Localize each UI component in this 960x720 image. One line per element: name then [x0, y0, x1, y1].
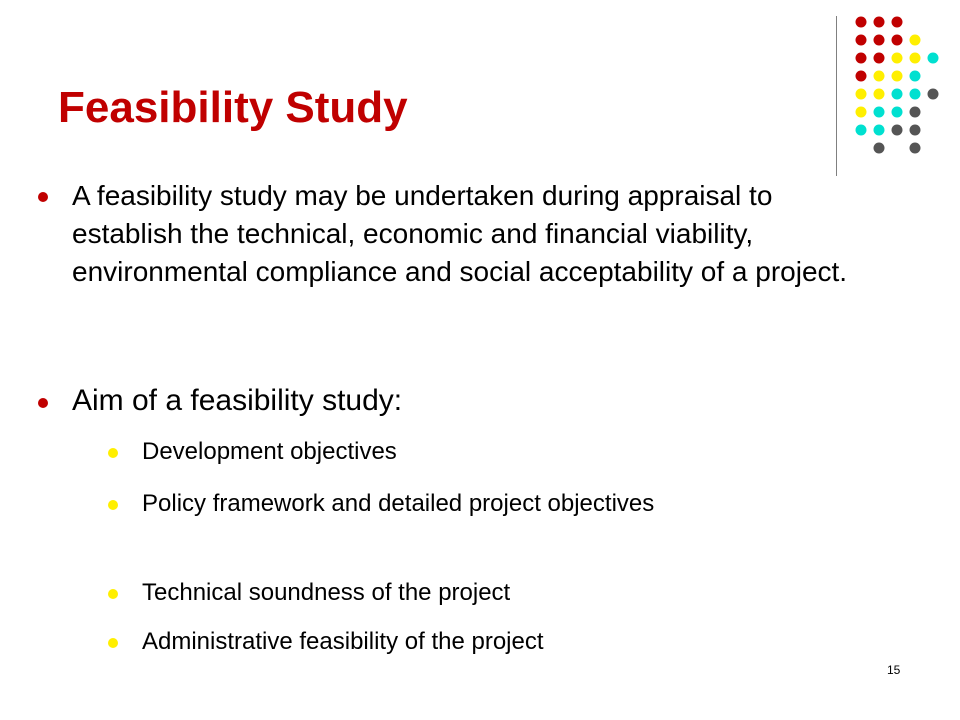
decorative-dot: [910, 53, 921, 64]
decorative-dot: [892, 35, 903, 46]
decorative-dot: [856, 53, 867, 64]
bullet-icon: [38, 192, 48, 202]
decorative-dot: [874, 125, 885, 136]
decorative-dot: [874, 107, 885, 118]
decorative-dot: [892, 17, 903, 28]
decorative-dot: [910, 143, 921, 154]
sub-bullet-text: Administrative feasibility of the project: [142, 628, 544, 655]
bullet-item: [38, 177, 858, 291]
decorative-dot: [928, 89, 939, 100]
sub-bullet-text: Development objectives: [142, 438, 397, 465]
sub-bullet-icon: [108, 589, 118, 599]
slide-title: Feasibility Study: [58, 83, 408, 132]
sub-bullet-text: Policy framework and detailed project objectives: [142, 490, 655, 517]
decorative-dot: [928, 53, 939, 64]
decorative-dot: [892, 125, 903, 136]
sub-bullet-item: [108, 576, 748, 610]
decorative-dot: [874, 53, 885, 64]
decorative-dot-grid: [0, 0, 960, 180]
decorative-dot: [856, 17, 867, 28]
sub-bullet-item: [108, 487, 748, 521]
decorative-dot: [856, 125, 867, 136]
decorative-dot: [856, 89, 867, 100]
bullet-text: A feasibility study may be undertaken during appraisal to establish the technical, economic and financial viability, environmental compliance and social acceptability of a project.: [72, 180, 848, 287]
decorative-dot: [856, 35, 867, 46]
decorative-dot: [874, 143, 885, 154]
bullet-text: Aim of a feasibility study:: [72, 384, 403, 417]
decorative-dot: [910, 89, 921, 100]
decorative-dot: [874, 89, 885, 100]
decorative-dot: [892, 53, 903, 64]
sub-bullet-item: [108, 625, 748, 659]
decorative-dot: [874, 17, 885, 28]
decorative-dot: [910, 107, 921, 118]
decorative-dot: [856, 107, 867, 118]
decorative-dot: [856, 71, 867, 82]
decorative-dot: [892, 71, 903, 82]
decorative-dot: [910, 71, 921, 82]
decorative-dot: [910, 35, 921, 46]
decorative-dot: [874, 71, 885, 82]
sub-bullet-text: Technical soundness of the project: [142, 579, 511, 606]
sub-bullet-item: [108, 435, 748, 469]
decorative-dot: [892, 89, 903, 100]
bullet-icon: [38, 398, 48, 408]
sub-bullet-icon: [108, 448, 118, 458]
decorative-dot: [892, 107, 903, 118]
sub-bullet-icon: [108, 638, 118, 648]
bullet-item: [38, 382, 858, 420]
sub-bullet-icon: [108, 500, 118, 510]
decorative-dot: [874, 35, 885, 46]
decorative-dot: [910, 125, 921, 136]
page-number: 15: [887, 663, 901, 677]
